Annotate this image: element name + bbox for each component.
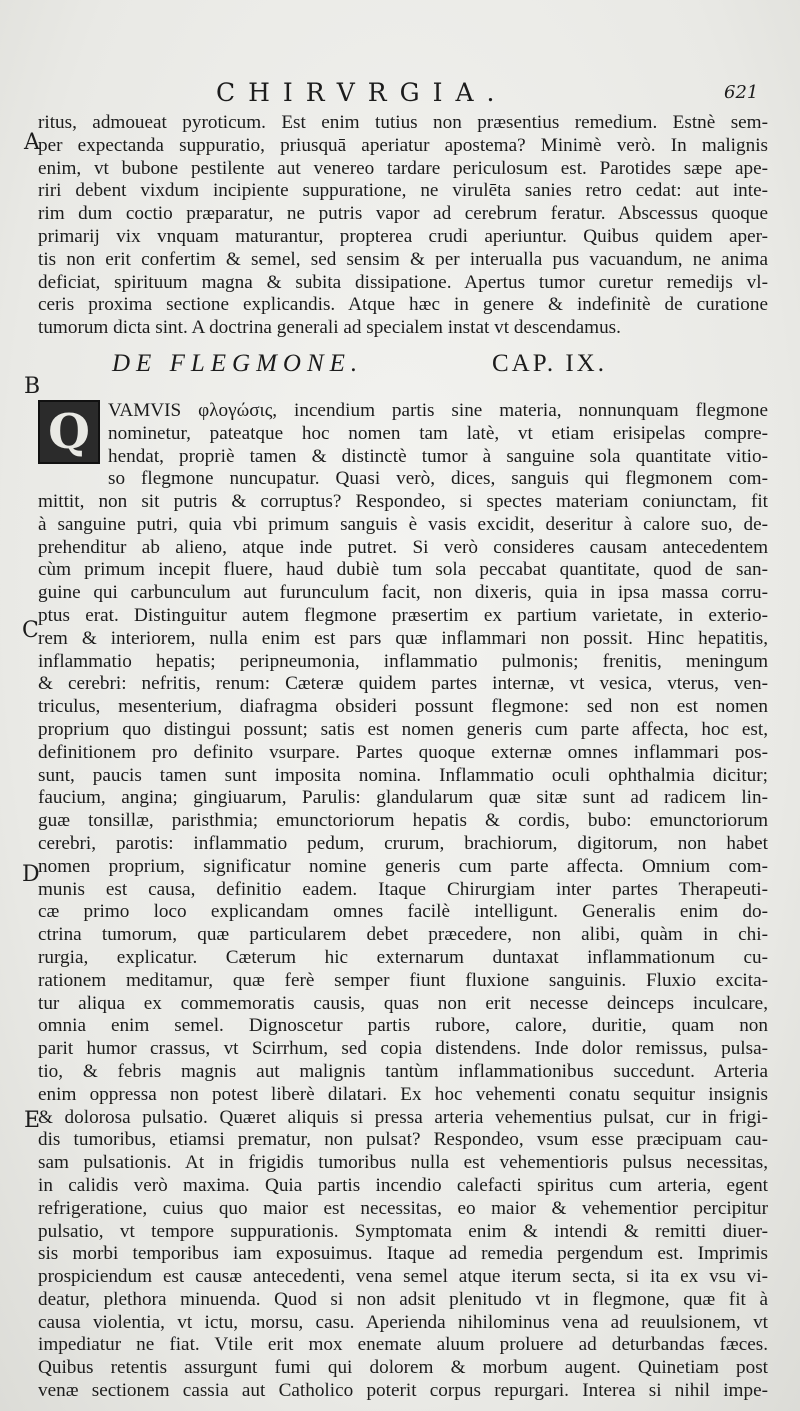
text-line: sunt, paucis tamen sunt imposita nomina. Inflammatio oculi ophthalmia dicitur;	[38, 764, 768, 786]
text-line: proprium quo distingui possunt; satis est nomen generis cum parte affecta, hoc est,	[38, 718, 768, 740]
text-line: Quibus retentis assurgunt fumi qui dolorem & morbum augent. Quinetiam post	[38, 1357, 768, 1379]
chapter-heading	[112, 350, 632, 382]
text-line: sam pulsationis. At in frigidis tumoribus nulla est vehementioris pulsus necessitas,	[38, 1152, 768, 1174]
text-line: so flegmone nuncupatur. Quasi verò, dices, sanguis qui flegmonem com-	[108, 468, 768, 490]
text-line: à sanguine putri, quia vbi primum sanguis è vasis excidit, deseritur à calore suo, de-	[38, 513, 768, 535]
text-line: pulsatio, vt tempore suppurationis. Symptomata enim & intendi & remitti diuer-	[38, 1220, 768, 1242]
text-line: primarij vix vnquam maturantur, propterea crudi aperiuntur. Quibus quidem aper-	[38, 225, 768, 247]
text-line: omnia enim semel. Dignoscetur partis rubore, calore, duritie, quam non	[38, 1015, 768, 1037]
running-head	[0, 78, 800, 112]
text-line: guæ tonsillæ, paristhmia; emunctoriorum hepatis & cordis, bubo: emunctoriorum	[38, 810, 768, 832]
text-line: cæ primo loco explicandam omnes facilè intelligunt. Generalis enim do-	[38, 901, 768, 923]
text-line: enim oppressa non potest liberè dilatari. Ex hoc vehementi conatu sequitur insignis	[38, 1083, 768, 1105]
running-title: CHIRVRGIA.	[216, 78, 508, 107]
text-line: parit humor crassus, vt Scirrhum, sed copia distendens. Inde dolor remissus, pulsa-	[38, 1038, 768, 1060]
text-line: prehenditur ab alieno, atque inde putret. Si verò consideres causam antecedentem	[38, 536, 768, 558]
margin-letter-d: D	[22, 862, 40, 887]
text-line: definitionem pro definito vsurpare. Partes quoque externæ omnes inflammari pos-	[38, 741, 768, 763]
text-line: ptus erat. Distinguitur autem flegmone præsertim ex partium varietate, in exterio-	[38, 604, 768, 626]
margin-letter-a: A	[24, 130, 40, 155]
text-line: prospiciendum est causæ antecedenti, vena semel atque iterum secta, si ita ex vsu vi-	[38, 1266, 768, 1288]
text-line: rurgia, explicatur. Cæterum hic externarum duntaxat inflammationum cu-	[38, 946, 768, 968]
text-line: nominetur, pateatque hoc nomen tam latè, vt etiam erisipelas compre-	[108, 422, 768, 444]
text-line: inflammatio hepatis; peripneumonia, inflammatio pulmonis; frenitis, meningum	[38, 650, 768, 672]
text-line: rationem meditamur, quæ ferè semper fiunt fluxione sanguinis. Fluxio excita-	[38, 969, 768, 991]
chapter-first-lines	[108, 400, 768, 491]
text-line: per expectanda suppuratio, priusquā aperiatur apostema? Minimè verò. In malignis	[38, 134, 768, 156]
text-line: cerebri, parotis: inflammatio pedum, crurum, brachiorum, digitorum, non habet	[38, 832, 768, 854]
text-line: ritus, admoueat pyroticum. Est enim tutius non præsentius remedium. Estnè sem-	[38, 112, 768, 133]
text-line: hendat, propriè tamen & distinctè tumor à sanguine sola quantitate vitio-	[108, 445, 768, 467]
opening-paragraph	[38, 112, 768, 340]
text-line: tur aliqua ex commemoratis causis, quas non erit necesse deinceps inculcare,	[38, 992, 768, 1014]
text-line: venæ sectionem cassia aut Catholico poterit corpus repurgari. Interea si nihil impe-	[38, 1380, 768, 1402]
text-line: VAMVIS φλογώσις, incendium partis sine materia, nonnunquam flegmone	[108, 400, 768, 421]
text-line: rem & interiorem, nulla enim est pars quæ inflammari non possit. Hinc hepatitis,	[38, 627, 768, 649]
text-line: tio, & febris magnis aut malignis tantùm inflammationibus succedunt. Arteria	[38, 1060, 768, 1082]
text-line: refrigeratione, cuius quo maior est necessitas, eo maior & vehementior percipitur	[38, 1197, 768, 1219]
chapter-title: DE FLEGMONE.	[112, 350, 364, 377]
text-line: faucium, angina; gingiuarum, Parulis: glandularum quæ sitæ sunt ad radicem lin-	[38, 787, 768, 809]
text-line: impediatur ne fiat. Vtile erit mox enemate aluum proluere ad deturbandas fæces.	[38, 1334, 768, 1356]
margin-letter-e: E	[24, 1108, 41, 1133]
text-line: guine qui carbunculum aut furunculum facit, non dixeris, quia in ipsa massa corru-	[38, 582, 768, 604]
page-number: 621	[724, 82, 759, 103]
text-line: deatur, plethora minuenda. Quod si non adsit plenitudo vt in flegmone, quæ fit à	[38, 1288, 768, 1310]
text-line: riri debent vixdum incipiente suppuratione, ne virulēta sanies retro cedat: aut inte-	[38, 180, 768, 202]
text-line: deficiat, spirituum magna & subita dissipatione. Apertus tumor curetur remedijs vl-	[38, 271, 768, 293]
text-line: cùm primum incepit fluere, haud dubiè tum sola peccabat quantitate, quod de san-	[38, 559, 768, 581]
text-line: nomen proprium, significatur nomine generis cum parte affecta. Omnium com-	[38, 855, 768, 877]
text-line: causa violentia, vt ictu, morsu, casu. Aperienda nihilominus vena ad reuulsionem, vt	[38, 1311, 768, 1333]
text-line: & cerebri: nefritis, renum: Cæteræ quidem partes internæ, vt vesica, vterus, ven-	[38, 673, 768, 695]
text-line: & dolorosa pulsatio. Quæret aliquis si pressa arteria vehementius pulsat, cur in frigi-	[38, 1106, 768, 1128]
chapter-number: CAP. IX.	[492, 350, 607, 377]
text-line: enim, vt bubone pestilente aut venereo tardare periculosum est. Parotides sæpe ape-	[38, 157, 768, 179]
text-line: in calidis verò maxima. Quia partis incendio calefacti spiritus cum arteria, egent	[38, 1174, 768, 1196]
text-line: sis morbi temporibus iam exposuimus. Itaque ad remedia pergendum est. Imprimis	[38, 1243, 768, 1265]
text-line: ceris proxima sectione explicandis. Atque hæc in genere & indefinitè de curatione	[38, 294, 768, 316]
decorated-initial	[38, 400, 100, 464]
text-line: tis non erit confertim & semel, sed sensim & per interualla pus vacuandum, ne anima	[38, 248, 768, 270]
text-line: rim dum coctio præparatur, ne putris vapor ad cerebrum feratur. Abscessus quoque	[38, 203, 768, 225]
text-line: tumorum dicta sint. A doctrina generali ad specialem instat vt descendamus.	[38, 317, 621, 339]
text-line: ctrina tumorum, quæ particularem debet præcedere, non alibi, quàm in chi-	[38, 924, 768, 946]
text-line: triculus, mesenterium, diafragma obsideri possunt flegmone: sed non est nomen	[38, 696, 768, 718]
margin-letter-b: B	[24, 374, 41, 399]
text-line: dis tumoribus, etiamsi prematur, non pulsat? Respondeo, vsum esse præcipuam cau-	[38, 1129, 768, 1151]
text-line: mittit, non sit putris & corruptus? Respondeo, si spectes materiam coniunctam, fit	[38, 491, 768, 512]
text-line: munis est causa, definitio eadem. Itaque Chirurgiam inter partes Therapeuti-	[38, 878, 768, 900]
margin-letter-c: C	[22, 618, 39, 643]
initial-letter: Q	[48, 404, 90, 460]
chapter-body	[38, 491, 768, 1403]
